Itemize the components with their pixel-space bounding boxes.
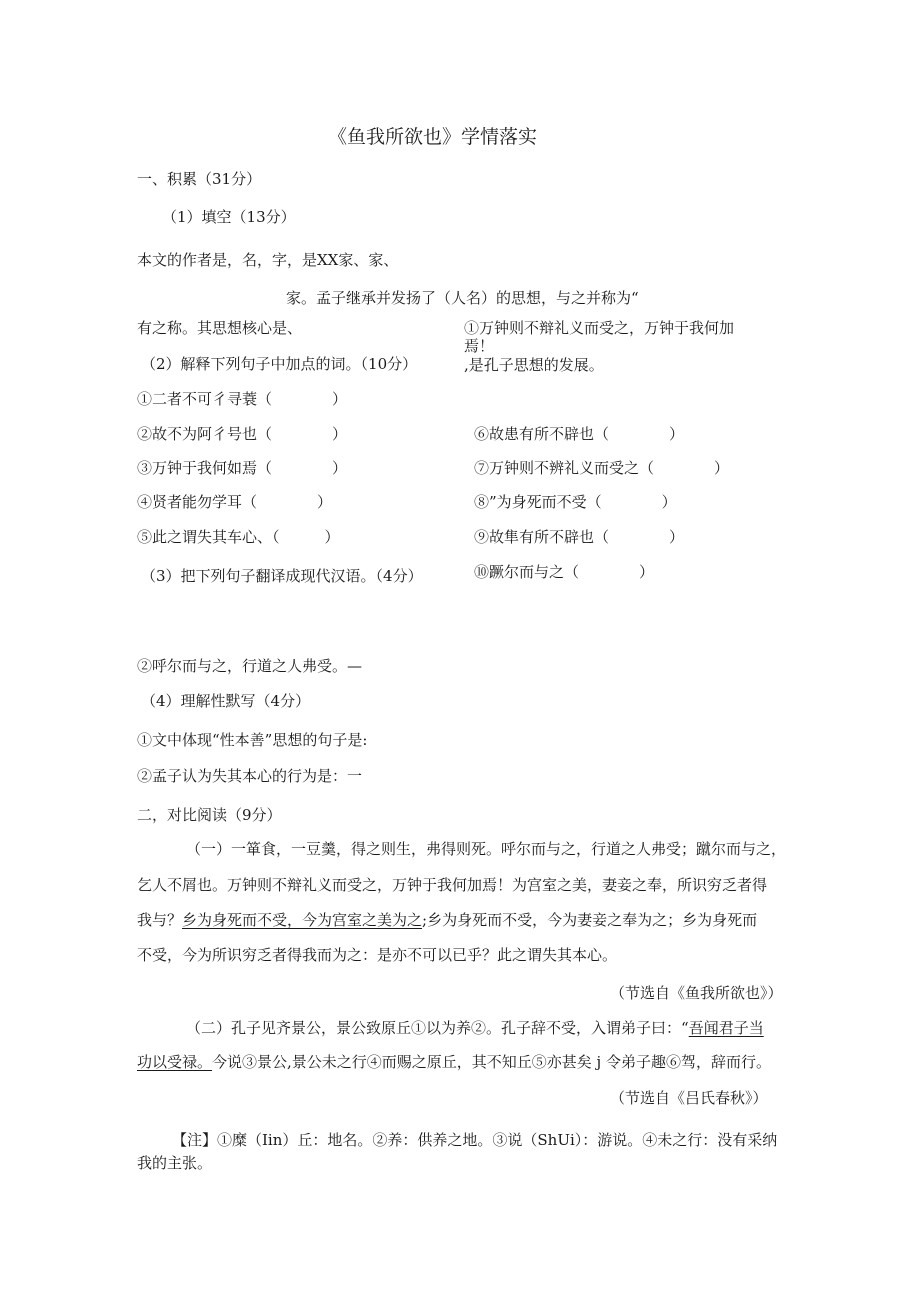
- side-note: ①万钟则不辩礼义而受之，万钟于我何加焉！: [464, 319, 735, 355]
- underlined-sentence: 功以受禄。: [137, 1053, 213, 1071]
- q2-right-item: ⑩蹶尔而与之（ ）: [474, 563, 655, 581]
- passage-2-text: 今说③景公,景公未之行④而赐之原丘，其不知丘⑤亦甚矣 j 令弟子趣⑥驾，辞而行。: [212, 1053, 771, 1071]
- passage-1-text: ;乡为身死而不受，今为妻妾之奉为之；乡为身死而: [422, 911, 758, 929]
- passage-2-text: （二）孔子见齐景公，景公致原丘①以为养②。孔子辞不受，入谓弟子曰：“: [186, 1019, 689, 1037]
- passage-2-line: [186, 1019, 764, 1037]
- page-title: 《鱼我所欲也》学情落实: [328, 126, 538, 148]
- q2-heading: （2）解释下列句子中加点的词。（10分）: [141, 355, 418, 373]
- q2-left-item: ②故不为阿彳号也（ ）: [137, 425, 348, 443]
- q1-line-1: 本文的作者是，名，字，是XX家、家、: [137, 251, 399, 269]
- passage-1-line: [137, 911, 757, 929]
- q2-left-item: ④贤者能勿学耳（ ）: [137, 493, 333, 511]
- annotation-line: 我的主张。: [137, 1154, 213, 1172]
- side-note-continuation: ,是孔子思想的发展。: [464, 356, 604, 374]
- underlined-sentence: 乡为身死而不受，今为宫室之美为之: [182, 911, 423, 929]
- q4-item-1: ①文中体现“性本善”思想的句子是:: [137, 731, 368, 749]
- q2-left-item: ⑤此之谓失其车心、（ ）: [137, 528, 340, 546]
- passage-1-line: （一）一箪食，一豆羹，得之则生，弗得则死。呼尔而与之，行道之人弗受；蹴尔而与之，: [186, 840, 787, 858]
- q2-left-item: ①二者不可彳寻蓑（ ）: [137, 390, 348, 408]
- q3-heading: （3）把下列句子翻译成现代汉语。（4分）: [141, 567, 423, 585]
- q3-item-2: ②呼尔而与之，行道之人弗受。—: [137, 657, 363, 675]
- passage-2-line: [137, 1053, 771, 1071]
- passage-1-source: （节选自《鱼我所欲也》）: [610, 984, 783, 1002]
- underlined-sentence: 吾闻君子当: [688, 1019, 764, 1037]
- q1-line-2: 家。孟子继承并发扬了（人名）的思想，与之并称为“: [286, 289, 639, 307]
- passage-1-line: 乞人不屑也。万钟则不辩礼义而受之，万钟于我何加焉！为宫室之美，妻妾之奉，所识穷乏者得: [137, 876, 768, 894]
- q1-heading: （1）填空（13分）: [162, 208, 296, 226]
- q4-item-2: ②孟子认为失其本心的行为是：一: [137, 767, 363, 785]
- passage-1-line: 不受，今为所识穷乏者得我而为之：是亦不可以已乎？此之谓失其本心。: [137, 946, 618, 964]
- q2-right-item: ⑥故患有所不辟也（ ）: [474, 425, 685, 443]
- passage-1-text: 我与？: [137, 911, 183, 929]
- q1-line-3: 有之称。其思想核心是、: [137, 319, 303, 337]
- q4-heading: （4）理解性默写（4分）: [141, 692, 311, 710]
- q2-right-item: ⑦万钟则不辨礼义而受之（ ）: [474, 459, 730, 477]
- passage-2-source: （节选自《吕氏春秋》）: [610, 1089, 768, 1107]
- q2-right-item: ⑧”为身死而不受（ ）: [474, 493, 677, 511]
- q2-right-item: ⑨故隼有所不辟也（ ）: [474, 528, 685, 546]
- section-2-heading: 二，对比阅读（9分）: [137, 806, 282, 824]
- q2-left-item: ③万钟于我何如焉（ ）: [137, 459, 348, 477]
- annotation-line: 【注】①糜（Iin）丘：地名。②养：供养之地。③说（ShUi）：游说。④未之行：没有采纳: [172, 1131, 778, 1149]
- section-1-heading: 一、积累（31分）: [137, 170, 262, 188]
